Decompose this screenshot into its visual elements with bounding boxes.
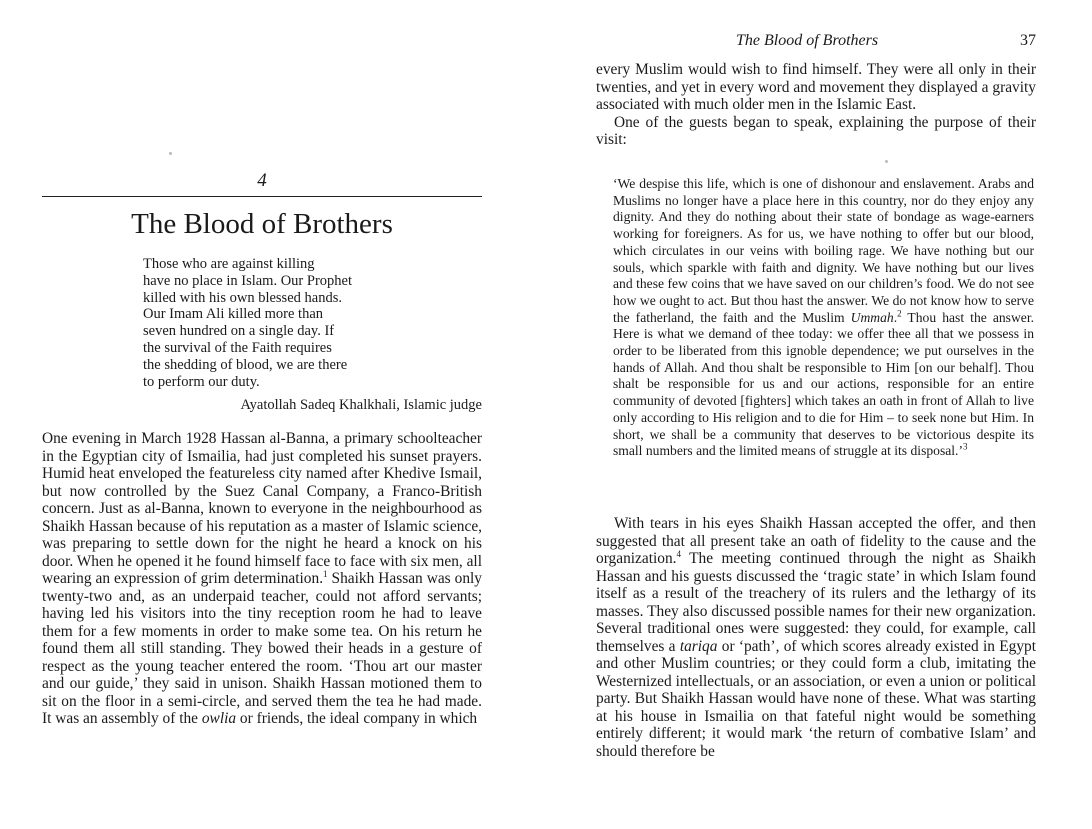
epigraph-line: the shedding of blood, we are there — [143, 356, 348, 373]
chapter-number: 4 — [257, 170, 267, 191]
epigraph-line: seven hundred on a single day. If — [143, 323, 335, 340]
chapter-rule — [42, 196, 482, 197]
body-paragraphs-top — [596, 61, 1036, 149]
epigraph-line: to perform our duty. — [143, 373, 260, 390]
epigraph-line: Our Imam Ali killed more than — [143, 306, 324, 323]
epigraph-line: have no place in Islam. Our Prophet — [143, 272, 352, 289]
italic-term: Ummah — [850, 309, 894, 325]
footnote-marker: 3 — [962, 441, 968, 452]
footnote-marker: 1 — [323, 568, 328, 579]
running-head-title: The Blood of Brothers — [736, 32, 879, 49]
text-run: Shaikh Hassan was only twenty-two and, as an underpaid teacher, could not afford servants; having led his visitors into the tiny reception room he had to leave them for a few moments in order to make some tea. On his return he found them all still standing. They bowed their heads in a gesture of respect as the young teacher entered the room. ‘Thou art our master and our guide,’ they said in unison. Shaikh Hassan motioned them to sit on the floor in a semi-circle, and served them the tea he had made. It was an assembly of the — [42, 570, 482, 727]
italic-term: tariqa — [679, 637, 718, 655]
epigraph — [143, 256, 393, 390]
text-run: or friends, the ideal company in which — [236, 710, 478, 727]
text-run: ‘We despise this life, which is one of dishonour and enslavement. Arabs and Muslims no longer have a place here in this country, nor do they enjoy any dignity. And they do nothing about their state of bondage as wage-earners working for foreigners. As for us, we have nothing to offer but our blood, which circulates in our veins with boiling rage. We have nothing but our souls, which sparkle with faith and dignity. We have nothing but our lives and these few coins that we have saved on our children’s food. We do not see how we ought to act. But thou hast the answer. We do not know how to serve the fatherland, the faith and the Muslim — [613, 176, 1034, 325]
epigraph-line: killed with his own blessed hands. — [143, 289, 342, 306]
body-paragraph — [42, 430, 482, 728]
text-run: . — [893, 309, 898, 325]
page-number: 37 — [1020, 32, 1036, 49]
block-quote — [613, 176, 1034, 460]
italic-term: owlia — [201, 710, 237, 727]
text-run: One evening in March 1928 Hassan al-Banna, a primary schoolteacher in the Egyptian city of Ismailia, had just completed his sunset prayers. Humid heat enveloped the featureless city named after Khedive Ismail, but now controlled by the Suez Canal Company, a Franco-British concern. Just as al-Banna, known to everyone in the neighbourhood as Shaikh Hassan because of his reputation as a master of Islamic science, was preparing to settle down for the night he heard a knock on his door. When he opened it he found himself face to face with six men, all wearing an expression of grim determination. — [42, 430, 482, 587]
scan-speck — [885, 160, 888, 163]
footnote-marker: 4 — [676, 548, 681, 559]
epigraph-attribution: Ayatollah Sadeq Khalkhali, Islamic judge — [240, 397, 482, 413]
chapter-title: The Blood of Brothers — [131, 208, 393, 240]
right-page — [546, 0, 1092, 829]
epigraph-line: the survival of the Faith requires — [143, 339, 332, 356]
body-paragraph-bottom — [596, 515, 1036, 760]
paragraph: every Muslim would wish to find himself. They were all only in their twenties, and yet in every word and movement they displayed a gravity associated with much older men in the Islamic East. — [596, 61, 1036, 113]
paragraph: One of the guests began to speak, explaining the purpose of their visit: — [596, 113, 1036, 148]
scan-speck — [169, 152, 172, 155]
paragraph — [596, 515, 1036, 760]
opening-paragraph — [42, 430, 482, 728]
footnote-marker: 2 — [897, 308, 902, 319]
text-run: Thou hast the answer. Here is what we demand of thee today: we offer thee all that we possess in order to be liberated from this ignoble dependence; we put ourselves in the hands of Allah. And thou shalt be responsible to Him [on our behalf]. Thou shalt be responsible for us and our actions, responsible for an entire community of devoted [fighters] which takes an oath in front of Allah to live only according to His religion and to die for Him – to seek none but Him. In short, we shall be a community that deserves to be victorious despite its small numbers and the limited means of struggle at its disposal.’ — [613, 309, 1034, 459]
epigraph-line: Those who are against killing — [143, 256, 315, 272]
text-run: or ‘path’, of which scores already existed in Egypt and other Muslim countries; or they could form a club, imitating the Westernized intellectuals, or an association, or even a union or political party. But Shaikh Hassan would have none of these. What was starting at his house in Ismailia on that fateful night would be something entirely different; it would mark ‘the return of combative Islam’ and should therefore be — [596, 637, 1036, 760]
text-run: The meeting continued through the night as Shaikh Hassan and his guests discussed the ‘tragic state’ in which Islam found itself as a result of the treachery of its rulers and the lethargy of its masses. They also discussed possible names for their new organization. Several traditional ones were suggested: they could, for example, call themselves a — [596, 550, 1036, 655]
text-run: With tears in his eyes Shaikh Hassan accepted the offer, and then suggested that all present take an oath of fidelity to the cause and the organization. — [596, 515, 1036, 567]
quote-paragraph — [613, 176, 1034, 460]
